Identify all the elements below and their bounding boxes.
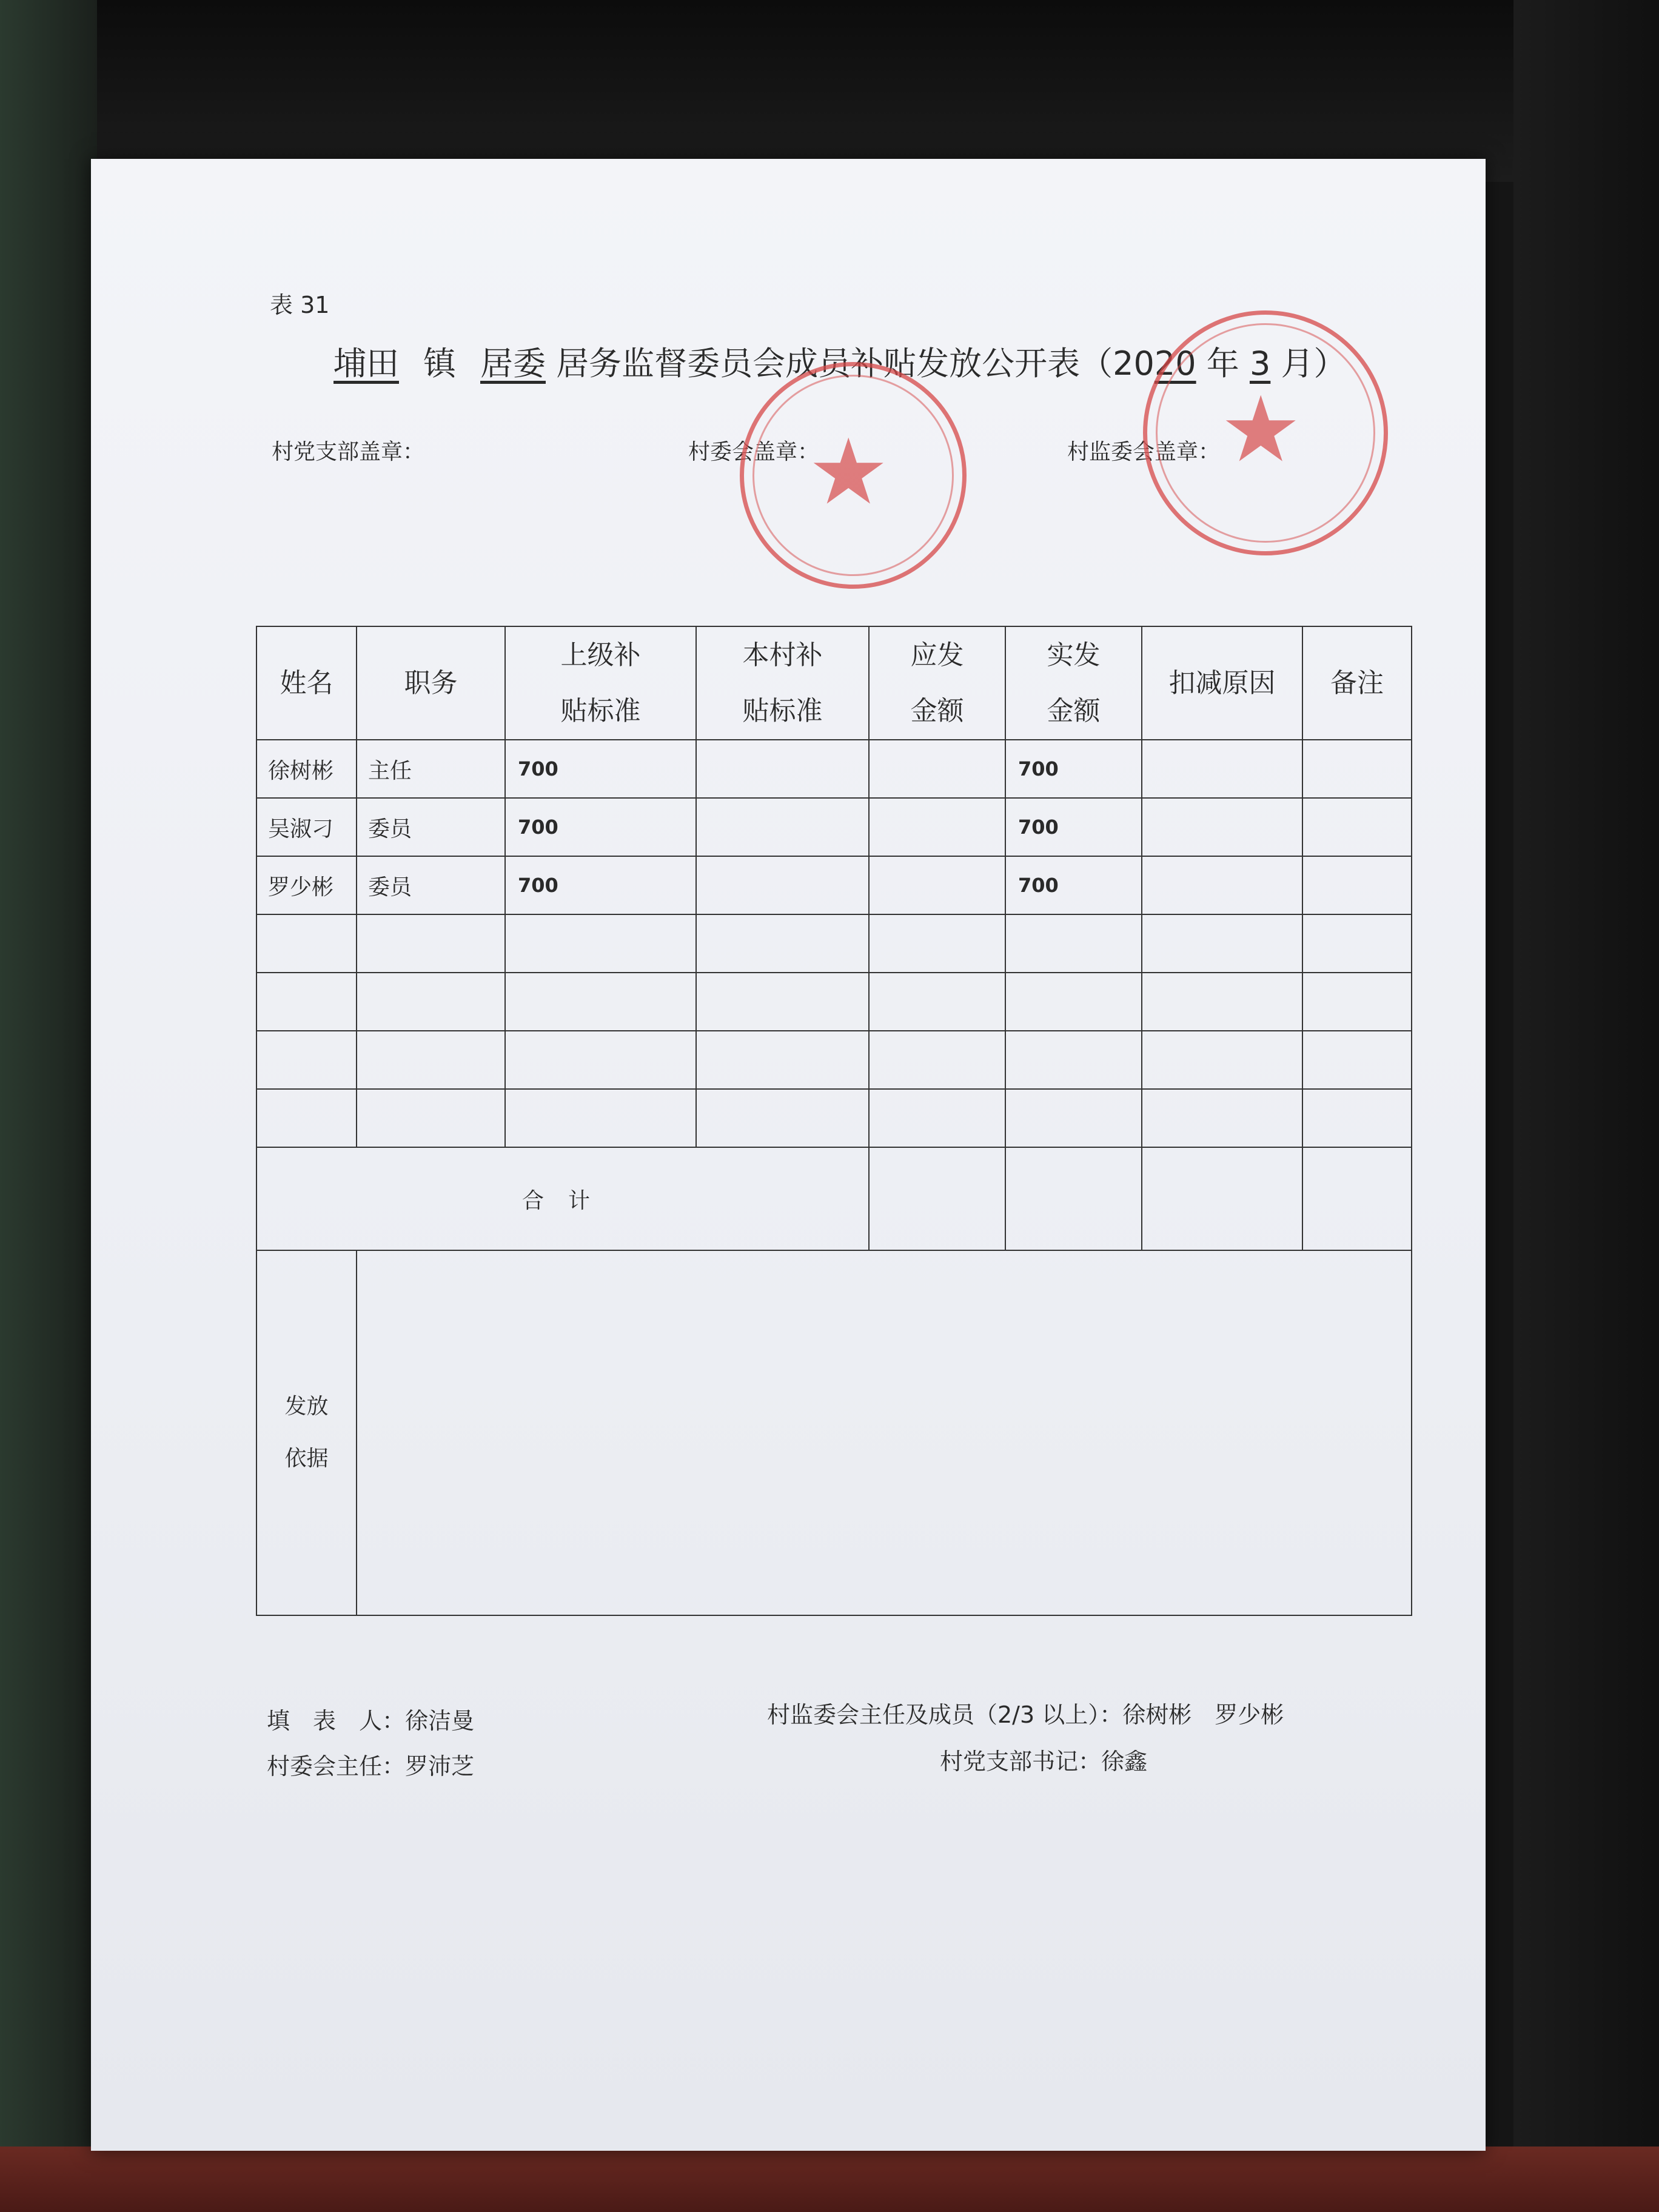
table-row-empty xyxy=(256,914,1412,973)
cell-village-standard xyxy=(696,856,869,914)
cell-due xyxy=(869,798,1005,856)
cell-deduction xyxy=(1142,856,1302,914)
page-title xyxy=(333,338,1346,384)
cell-village-standard xyxy=(696,798,869,856)
cell-deduction xyxy=(1142,798,1302,856)
cell-position: 委员 xyxy=(357,856,505,914)
supervision-members-signature: 村监委会主任及成员（2/3 以上）：徐树彬 罗少彬 xyxy=(767,1701,1284,1728)
cell-paid: 700 xyxy=(1005,740,1142,798)
header-upper-standard: 上级补 贴标准 xyxy=(505,626,696,740)
cell-remarks xyxy=(1302,740,1412,798)
header-deduction-reason: 扣减原因 xyxy=(1142,626,1302,740)
header-village-standard: 本村补 贴标准 xyxy=(696,626,869,740)
title-town-suffix: 镇 xyxy=(423,344,456,383)
stamp-star-icon: ★ xyxy=(808,420,890,525)
header-remarks: 备注 xyxy=(1302,626,1412,740)
committee-director-signature: 村委会主任：罗沛芝 xyxy=(267,1753,475,1780)
table-header-row xyxy=(256,626,1412,740)
table-row xyxy=(256,740,1412,798)
cell-deduction xyxy=(1142,740,1302,798)
header-due-amount: 应发 金额 xyxy=(869,626,1005,740)
cell-position: 委员 xyxy=(357,798,505,856)
table-row xyxy=(256,798,1412,856)
cell-upper-standard: 700 xyxy=(505,856,696,914)
table-row-empty xyxy=(256,973,1412,1031)
total-row xyxy=(256,1147,1412,1250)
header-name: 姓名 xyxy=(256,626,357,740)
cell-upper-standard: 700 xyxy=(505,798,696,856)
background-right xyxy=(1513,0,1659,2212)
party-branch-seal-label: 村党支部盖章： xyxy=(272,440,425,464)
background-table-edge xyxy=(0,2147,1659,2212)
title-village: 居委 xyxy=(480,344,546,383)
cell-village-standard xyxy=(696,740,869,798)
cell-paid: 700 xyxy=(1005,798,1142,856)
stamp-star-icon: ★ xyxy=(1220,377,1302,483)
title-year: 20 xyxy=(1154,344,1196,383)
cell-name: 徐树彬 xyxy=(256,740,357,798)
party-secretary-signature: 村党支部书记：徐鑫 xyxy=(940,1748,1148,1775)
cell-name: 罗少彬 xyxy=(256,856,357,914)
cell-due xyxy=(869,856,1005,914)
village-committee-stamp xyxy=(740,362,967,589)
title-month-suffix: 月） xyxy=(1281,344,1347,383)
cell-remarks xyxy=(1302,798,1412,856)
background-top xyxy=(0,0,1659,182)
basis-row xyxy=(256,1250,1412,1615)
table-row-empty xyxy=(256,1089,1412,1147)
title-text: 居务监督委员会成员补贴发放公开表（20 xyxy=(556,344,1155,383)
total-due xyxy=(869,1147,1005,1250)
total-deduction xyxy=(1142,1147,1302,1250)
title-month: 3 xyxy=(1249,344,1271,383)
table-row xyxy=(256,856,1412,914)
total-paid xyxy=(1005,1147,1142,1250)
basis-label: 发放 依据 xyxy=(256,1250,357,1615)
total-label: 合计 xyxy=(256,1147,869,1250)
village-committee-seal-label: 村委会盖章： xyxy=(688,440,820,464)
basis-content xyxy=(357,1250,1412,1615)
form-number: 表 31 xyxy=(270,292,330,318)
cell-due xyxy=(869,740,1005,798)
title-town: 埔田 xyxy=(333,344,399,383)
paper-sheet xyxy=(91,159,1486,2151)
cell-name: 吴淑刁 xyxy=(256,798,357,856)
cell-position: 主任 xyxy=(357,740,505,798)
subsidy-table xyxy=(256,626,1412,1616)
filler-signature: 填 表 人：徐洁曼 xyxy=(267,1708,475,1734)
header-paid-amount: 实发 金额 xyxy=(1005,626,1142,740)
background-left xyxy=(0,0,97,2212)
header-position: 职务 xyxy=(357,626,505,740)
cell-paid: 700 xyxy=(1005,856,1142,914)
title-year-suffix: 年 xyxy=(1206,344,1239,383)
cell-upper-standard: 700 xyxy=(505,740,696,798)
table-row-empty xyxy=(256,1031,1412,1089)
supervision-committee-seal-label: 村监委会盖章： xyxy=(1067,440,1221,464)
total-remarks xyxy=(1302,1147,1412,1250)
cell-remarks xyxy=(1302,856,1412,914)
